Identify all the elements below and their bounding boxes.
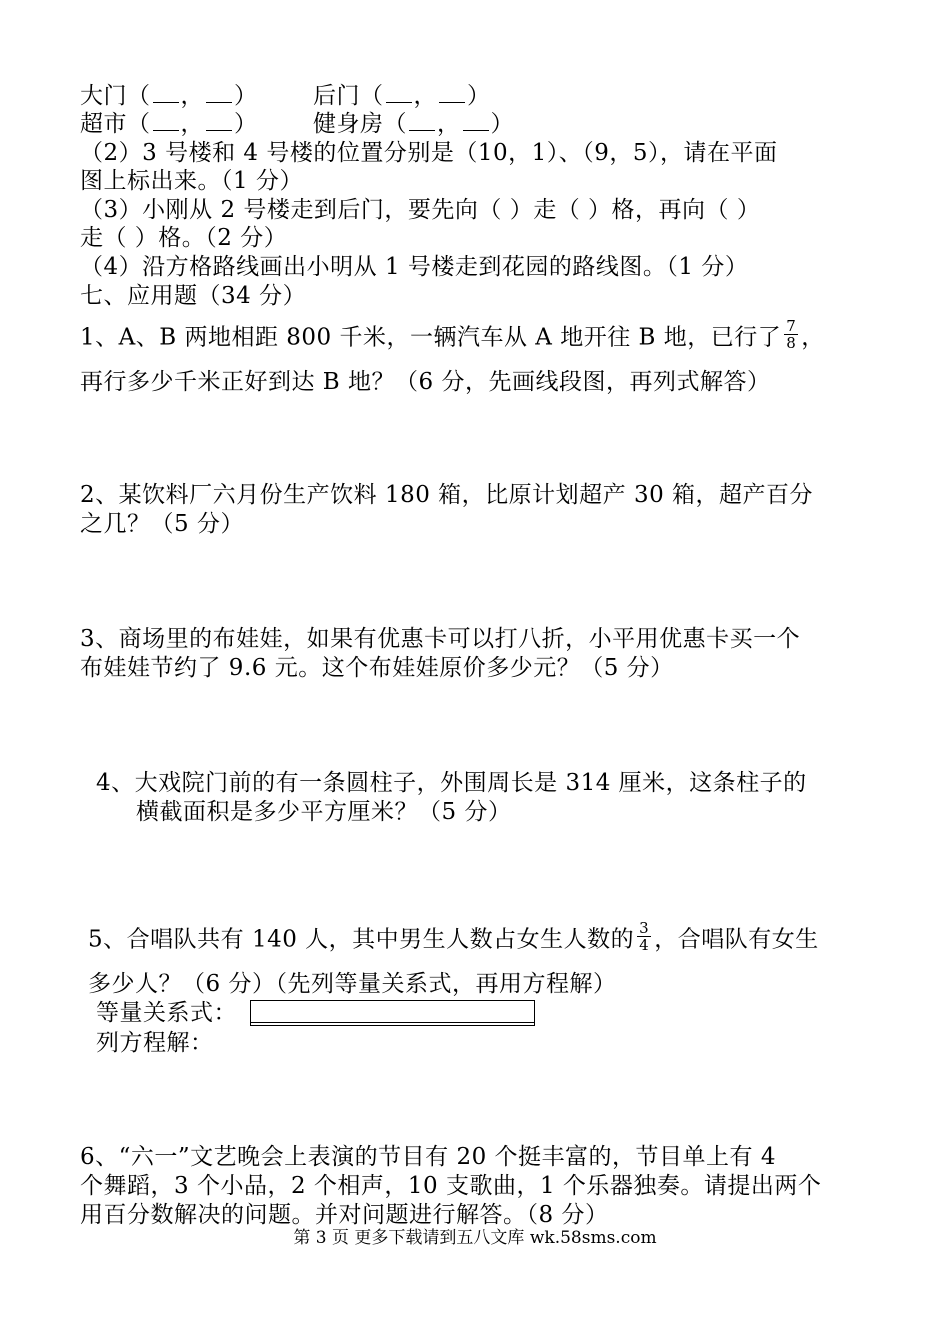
supermarket-label: 超市（ xyxy=(80,111,151,137)
back-gate-y-blank[interactable] xyxy=(439,82,465,103)
location-line-2: 超市（ ， ） xyxy=(80,111,258,137)
location-line-1b: 后门（ ， ） xyxy=(313,83,491,109)
supermarket-y-blank[interactable] xyxy=(206,110,232,131)
section7-title: 七、应用题（34 分） xyxy=(80,283,307,309)
gym-y-blank[interactable] xyxy=(463,110,489,131)
gate-x-blank[interactable] xyxy=(153,82,179,103)
supermarket-x-blank[interactable] xyxy=(153,110,179,131)
q3-line2: 走（ ）格。（2 分） xyxy=(80,225,288,251)
q2-line2: 图上标出来。（1 分） xyxy=(80,168,303,194)
gym-label: 健身房（ xyxy=(313,111,407,137)
q3-line1: （3）小刚从 2 号楼走到后门，要先向（ ）走（ ）格，再向（ ） xyxy=(80,197,761,223)
p4-line1: 4、大戏院门前的有一条圆柱子，外围周长是 314 厘米，这条柱子的 xyxy=(96,770,807,796)
location-line-1: 大门（ ， ） xyxy=(80,83,258,109)
p3-line1: 3、商场里的布娃娃，如果有优惠卡可以打八折，小平用优惠卡买一个 xyxy=(80,626,801,652)
gate-label: 大门（ xyxy=(80,83,151,109)
p1-fraction: $\frac{7}{8}$ xyxy=(786,317,797,352)
relation-answer-box[interactable] xyxy=(250,1000,535,1026)
p6-line1: 6、“六一”文艺晚会上表演的节目有 20 个挺丰富的，节目单上有 4 xyxy=(80,1144,776,1170)
p6-line3: 用百分数解决的问题。并对问题进行解答。（8 分） xyxy=(80,1202,609,1228)
back-gate-x-blank[interactable] xyxy=(386,82,412,103)
p4-line2: 横截面积是多少平方厘米？（5 分） xyxy=(136,799,512,825)
p2-line1: 2、某饮料厂六月份生产饮料 180 箱，比原计划超产 30 箱，超产百分 xyxy=(80,482,814,508)
p1-line2: 再行多少千米正好到达 B 地？（6 分，先画线段图，再列式解答） xyxy=(80,369,771,395)
p2-line2: 之几？（5 分） xyxy=(80,511,244,537)
p6-line2: 个舞蹈，3 个小品，2 个相声，10 支歌曲，1 个乐器独奏。请提出两个 xyxy=(80,1173,822,1199)
p5-line2: 多少人？（6 分）（先列等量关系式，再用方程解） xyxy=(88,971,617,997)
p5-equation-label: 列方程解： xyxy=(96,1030,214,1056)
q4-line: （4）沿方格路线画出小明从 1 号楼走到花园的路线图。（1 分） xyxy=(80,254,749,280)
gym-x-blank[interactable] xyxy=(409,110,435,131)
p5-line1: 5、合唱队共有 140 人，其中男生人数占女生人数的 $\frac{3}{4}$ ，合唱队有女生 xyxy=(88,919,819,954)
p1-line1: 1、A、B 两地相距 800 千米，一辆汽车从 A 地开往 B 地，已行了 $\frac{7}{8}$ ， xyxy=(80,317,825,352)
p3-line2: 布娃娃节约了 9.6 元。这个布娃娃原价多少元？（5 分） xyxy=(80,655,674,681)
p5-relation-label: 等量关系式： xyxy=(96,1000,237,1026)
location-line-2b: 健身房（ ， ） xyxy=(313,111,514,137)
gate-y-blank[interactable] xyxy=(206,82,232,103)
page-footer: 第 3 页 更多下载请到五八文库 wk.58sms.com xyxy=(293,1228,657,1248)
back-gate-label: 后门（ xyxy=(313,83,384,109)
q2-line1: （2）3 号楼和 4 号楼的位置分别是（10，1）、（9，5），请在平面 xyxy=(80,140,778,166)
p5-fraction: $\frac{3}{4}$ xyxy=(639,919,650,954)
